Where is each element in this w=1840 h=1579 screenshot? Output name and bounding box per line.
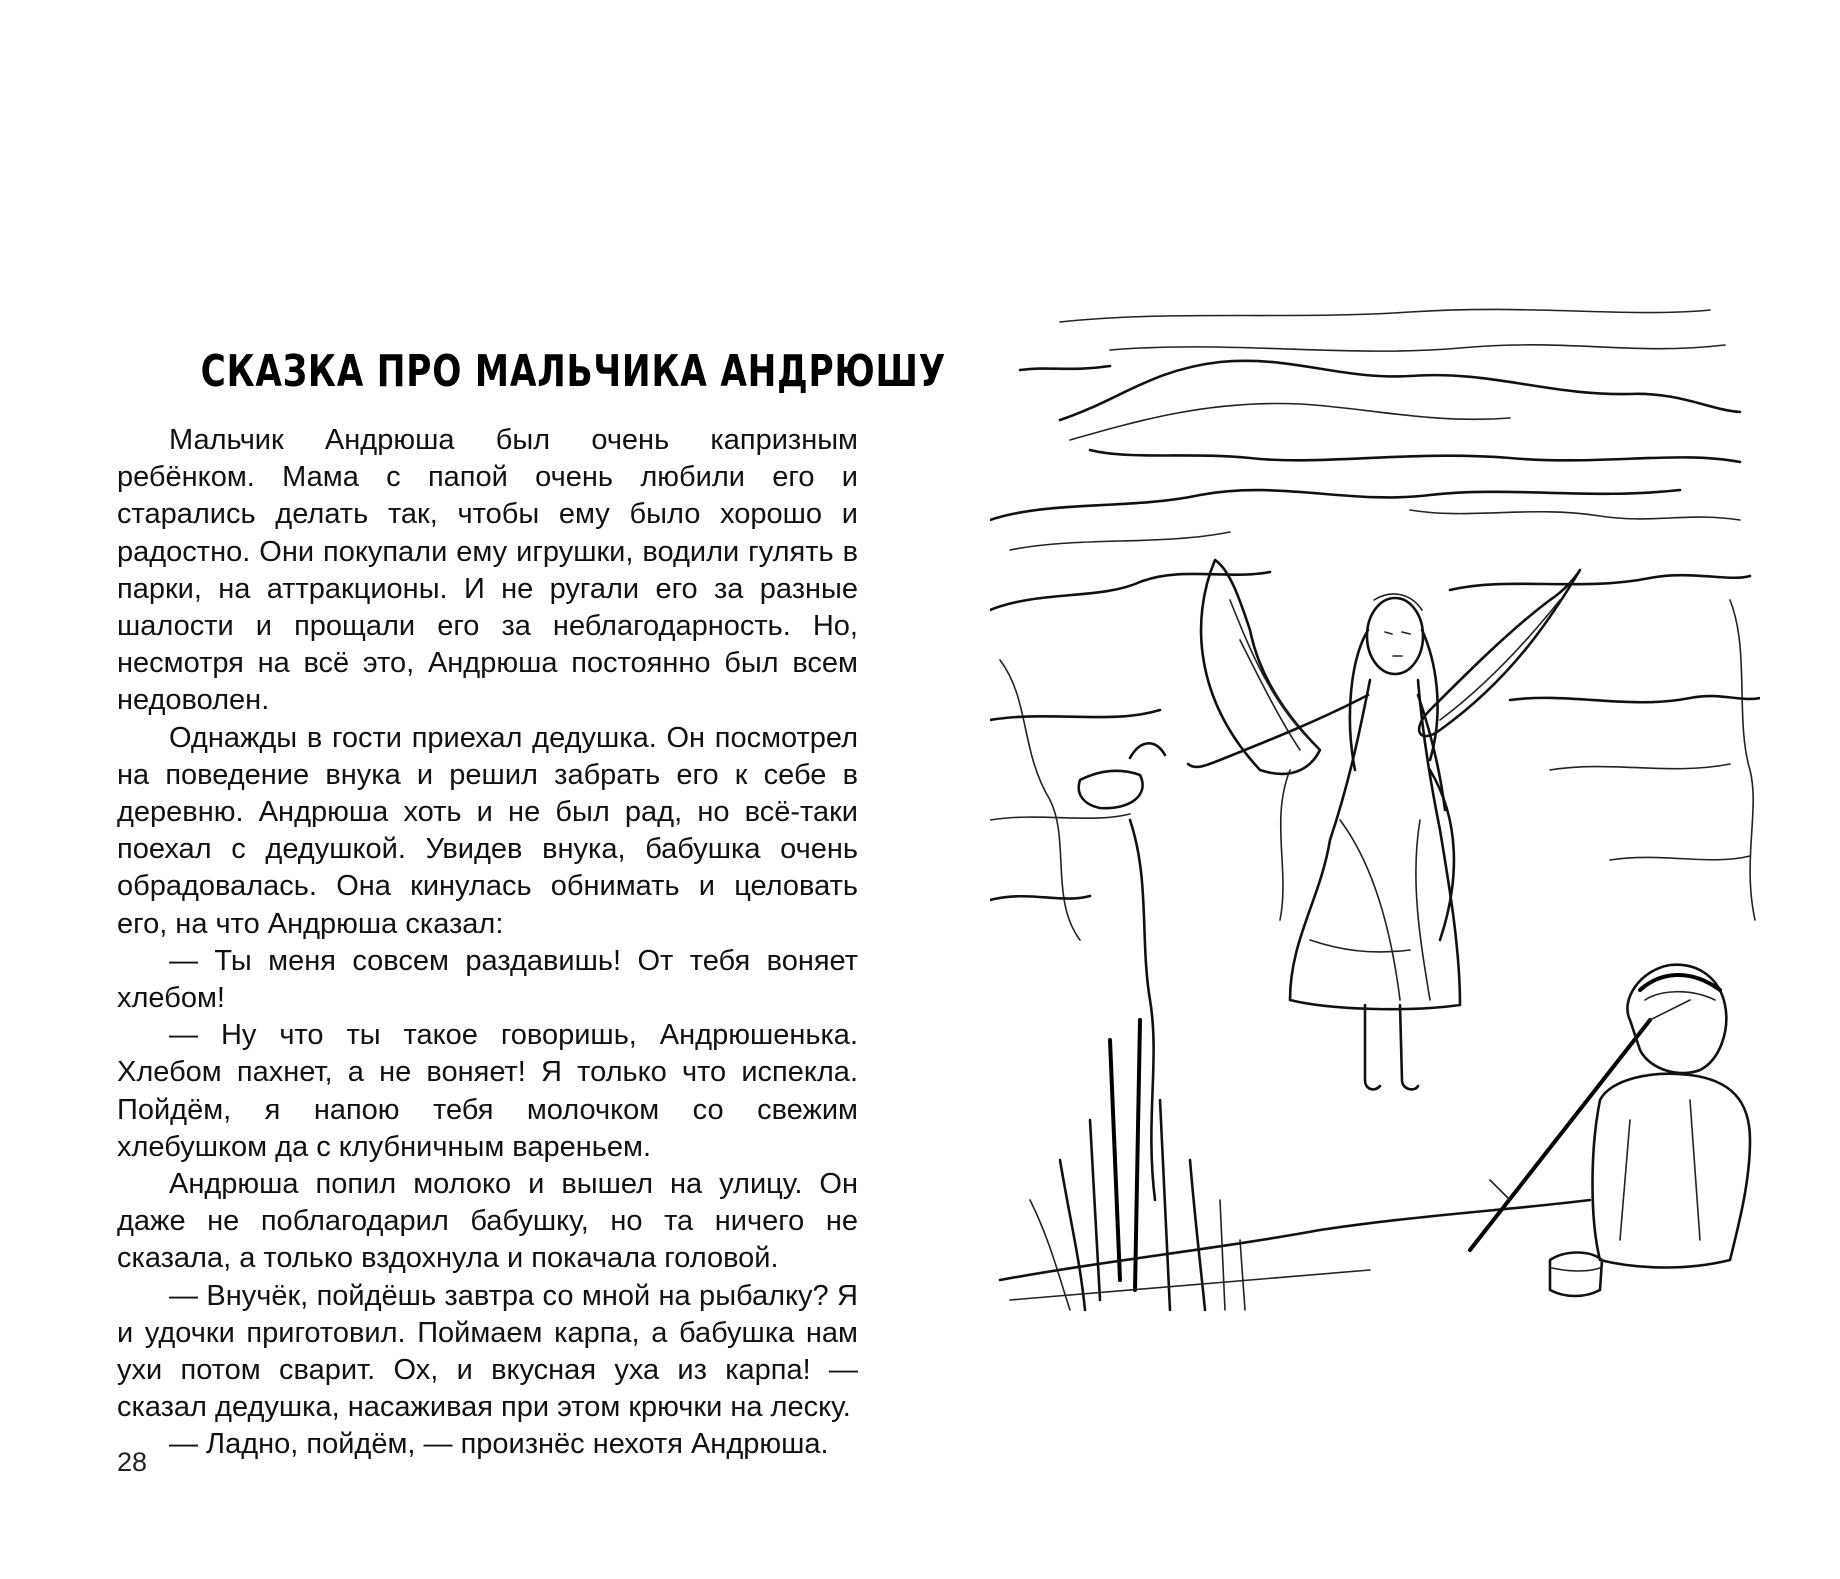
paragraph: — Внучёк, пойдёшь завтра со мной на рыбалку? Я и удочки приготовил. Поймаем карпа, а бабушка нам ухи потом сварит. Ох, и вкусная уха из карпа! — сказал дедушка, насаживая при этом крючки на леску. bbox=[117, 1279, 858, 1424]
paragraph: Андрюша попил молоко и вышел на улицу. Он даже не поблагодарил бабушку, но та ничего не сказала, а только вздохнула и покачала головой. bbox=[117, 1168, 858, 1275]
page-number: 28 bbox=[117, 1447, 148, 1477]
paragraph: — Ладно, пойдём, — произнёс нехотя Андрюша. bbox=[169, 1428, 829, 1461]
fairy-and-boy-fishing-sketch-icon bbox=[990, 300, 1760, 1320]
paragraph: Однажды в гости приехал дедушка. Он посмотрел на поведение внука и решил забрать его к себе в деревню. Андрюша хоть и не был рад, но всё-таки поехал с дедушкой. Увидев внука, бабушка очень обрадовалась. Она кинулась обнимать и целовать его, на что Андрюша сказал: bbox=[117, 721, 858, 940]
paragraph: — Ты меня совсем раздавишь! От тебя воняет хлебом! bbox=[117, 944, 858, 1015]
story-title: СКАЗКА ПРО МАЛЬЧИКА АНДРЮШУ bbox=[200, 346, 946, 398]
paragraph: — Ну что ты такое говоришь, Андрюшенька. Хлебом пахнет, а не воняет! Я только что испекла. Пойдём, я напою тебя молочком со свежим хлебушком да с клубничным вареньем. bbox=[117, 1019, 858, 1163]
story-text bbox=[117, 422, 858, 1464]
paragraph: Мальчик Андрюша был очень капризным ребёнком. Мама с папой очень любили его и старались делать так, чтобы ему было хорошо и радостно. Они покупали ему игрушки, водили гулять в парки, на аттракционы. И не ругали его за разные шалости и прощали его за неблагодарность. Но, несмотря на всё это, Андрюша постоянно был всем недоволен. bbox=[117, 424, 858, 717]
